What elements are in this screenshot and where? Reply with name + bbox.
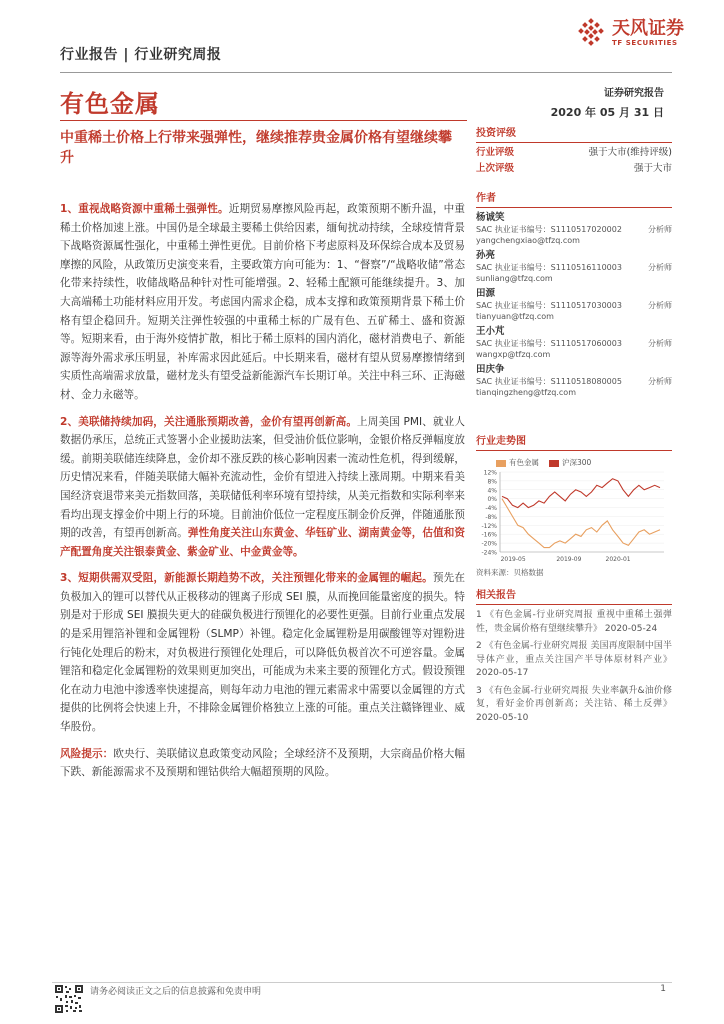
paragraph-3 [60,569,465,736]
author-role: 分析师 [648,339,672,348]
y-tick-label: 4% [487,487,497,495]
author-entry [476,287,672,322]
author-sac: SAC 执业证书编号：S1110517060003 [476,339,622,348]
x-tick-label: 2019-05 [500,556,526,563]
author-entry [476,211,672,246]
body-text [60,200,465,790]
y-tick-label: -4% [485,505,497,513]
title-divider [60,120,467,121]
risk-text: 欧央行、美联储议息政策变动风险；全球经济不及预期，大宗商品价格大幅下跌、新能源需求不及预期和锂钴供给大幅超预期的风险。 [60,747,466,779]
related-reports [476,586,672,725]
author-name: 孙亮 [476,250,496,261]
author-sac-row [476,224,672,235]
author-sac-row [476,300,672,311]
author-name: 田源 [476,288,496,299]
y-tick-label: -12% [481,522,497,530]
paragraph-2-text: 上周美国 PMI、就业人数据仍承压，总统正式签署小企业援助法案，但受油价低位影响，金银价格反弹幅度放缓。前期美联储连续降息，金价却不涨反跌的核心影响因素一流动性危机，得到缓解，历史情况来看，伴随美联储大幅补充流动性，金价有望进入持续上涨周期。中期来看美国经济衰退带来美元指数回落，美联储低利率环境有望持续，从美元指数和实际利率来看均出现支撑金价中期上行的环境。目前油价低位一定程度压制金价反弹，伴随通胀预期的改善，有望再创新高。 [60,415,465,540]
legend-item-2 [549,457,591,468]
legend-item-1 [496,457,539,468]
author-sac: SAC 执业证书编号：S1110518080005 [476,377,622,386]
report-type: 证券研究报告 [604,88,664,99]
paragraph-2 [60,413,465,562]
legend-label-1: 有色金属 [509,458,539,467]
related-title: 相关报告 [476,586,672,605]
author-email[interactable]: sunliang@tfzq.com [476,274,553,283]
author-email[interactable]: tianyuan@tfzq.com [476,312,554,321]
risk-lead: 风险提示： [60,747,114,760]
related-item[interactable]: 2 《有色金属-行业研究周报 美国再度限制中国半导体产业，重点关注国产半导体原材料产业》 2020-05-17 [476,641,672,678]
author-role: 分析师 [648,301,672,310]
report-category: 行业报告 | 行业研究周报 [60,47,222,63]
author-sac: SAC 执业证书编号：S1110517030003 [476,301,622,310]
x-tick-label: 2020-01 [605,556,631,563]
x-tick-label: 2019-09 [556,556,582,563]
author-role: 分析师 [648,263,672,272]
chart-title: 行业走势图 [476,432,672,451]
y-tick-label: -24% [481,549,497,557]
series-line-2 [502,479,660,508]
footer-disclaimer: 请务必阅读正文之后的信息披露和免责申明 [90,987,262,997]
y-tick-label: 8% [487,478,497,486]
legend-label-2: 沪深300 [562,458,592,467]
paragraph-3-lead: 3、短期供需双受阻，新能源长期趋势不改，关注预锂化带来的金属锂的崛起。 [60,572,433,585]
chart-legend [496,457,672,468]
y-tick-label: 12% [483,469,497,477]
prev-rating-value: 强于大市 [633,163,672,174]
author-role: 分析师 [648,377,672,386]
author-role: 分析师 [648,225,672,234]
paragraph-2-emphasis: 弹性角度关注山东黄金、华钰矿业、湖南黄金等，估值和资产配置角度关注银泰黄金、紫金矿业、中金黄金等。 [60,527,466,558]
author-entry [476,249,672,284]
footer-divider [52,982,672,983]
industry-rating-row [476,145,672,161]
header-divider [60,72,672,73]
sector-title: 有色金属 [60,90,160,118]
author-sac-row [476,262,672,273]
author-entry [476,325,672,360]
author-sac-row [476,338,672,349]
industry-rating-label: 行业评级 [476,147,515,158]
risk-paragraph [60,745,465,782]
tf-logo-icon [576,18,606,48]
y-tick-label: 0% [487,496,497,504]
related-item[interactable]: 1 《有色金属-行业研究周报 重视中重稀土强弹性，贵金属价格有望继续攀升》 2020-05-24 [476,610,672,634]
author-name: 杨诚笑 [476,212,505,223]
qr-code-icon [54,984,84,1014]
headline: 中重稀土价格上行带来强弹性，继续推荐贵金属价格有望继续攀升 [60,130,452,166]
page-number: 1 [660,984,666,994]
paragraph-1-lead: 1、重视战略资源中重稀土强弹性。 [60,203,229,215]
author-name: 王小芃 [476,326,505,337]
paragraph-1 [60,200,465,405]
author-sac: SAC 执业证书编号：S1110516110003 [476,263,622,272]
chart-source: 资料来源：贝格数据 [476,568,544,577]
author-email[interactable]: wangxp@tfzq.com [476,350,551,359]
author-name: 田庆争 [476,364,505,375]
related-item[interactable]: 3 《有色金属-行业研究周报 失业率飙升&油价修复，看好金价再创新高；关注钴、稀土反弹》 2020-05-10 [476,685,672,723]
logo-text-en: TF SECURITIES [612,39,678,47]
y-tick-label: -20% [481,540,497,548]
authors-title: 作者 [476,189,672,208]
sidebar [476,124,672,398]
paragraph-2-lead: 2、美联储持续加码，关注通胀预期改善，金价有望再创新高。 [60,415,358,428]
chart-plot [476,468,672,568]
y-tick-label: -16% [481,531,497,539]
industry-rating-value: 强于大市(维持评级) [588,147,672,158]
author-email[interactable]: yangchengxiao@tfzq.com [476,236,580,245]
prev-rating-row [476,161,672,177]
industry-chart [476,432,672,578]
author-entry [476,363,672,398]
report-date: 2020 年 05 月 31 日 [550,106,664,119]
rating-title: 投资评级 [476,124,672,143]
y-tick-label: -8% [485,513,497,521]
author-sac: SAC 执业证书编号：S1110517020002 [476,225,622,234]
paragraph-3-text: 预先在负极加入的锂可以替代从正极移动的锂离子形成 SEI 膜，从而挽回能量密度的损失。特别是对于形成 SEI 膜损失更大的硅碳负极进行预锂化的必要性更强。目前行业重点发展的是采用锂箔补锂和金属锂粉（SLMP）补锂。稳定化金属锂粉是用碳酸锂等对锂粉进行钝化处理后的粉末，对负极进行预锂化处理后，可以降低负极首次不可逆容量。金属锂箔和稳定化金属锂粉的效果则更加突出，可能成为未来主要的预锂化方式。假设预锂化在动力电池中渗透率快速提高，则每年动力电池的锂元素需求中需要以金属锂的方式提供的比例将会快速上升，不排除金属锂价格独立上涨的可能。重点关注赣锋锂业、威华股份。 [60,572,465,734]
author-email[interactable]: tianqingzheng@tfzq.com [476,388,576,397]
authors-list [476,211,672,398]
paragraph-1-text: 近期贸易摩擦风险再起，政策预期不断升温，中重稀土价格加速上涨。中国仍是全球最主要稀土供给因素，缅甸扰动持续，全球疫情背景下战略资源属性强化，中重稀土弹性更优。目前价格下考虑原料及环保综合成本及贸易摩擦的风险，从政策历史演变来看，主要政策方向可能为：1、“督察”/“战略收储”常态化带来持续性，收储战略品种针对性可能增强。2、轻稀土配额可能继续提升。3、加大高端稀土功能材料应用开发。考虑国内需求企稳，成本支撑和政策预期背景下稀土价格有望企稳回升。短期关注弹性较强的中重稀土标的广晟有色、五矿稀土、盛和资源等。短期来看，由于海外疫情扩散，相比于稀土原料的国内消化，磁材消费电子、新能源等海外需求承压明显，补库需求因此延后。中长期来看，磁材有望从贸易摩擦情绪到实质性高端需求放量，磁材龙头有望受益新能源汽车长期订单。关注中科三环、正海磁材、金力永磁等。 [60,203,466,401]
logo-text: 天风证券 [612,18,684,39]
brand-logo [576,18,684,48]
author-sac-row [476,376,672,387]
prev-rating-label: 上次评级 [476,163,515,174]
